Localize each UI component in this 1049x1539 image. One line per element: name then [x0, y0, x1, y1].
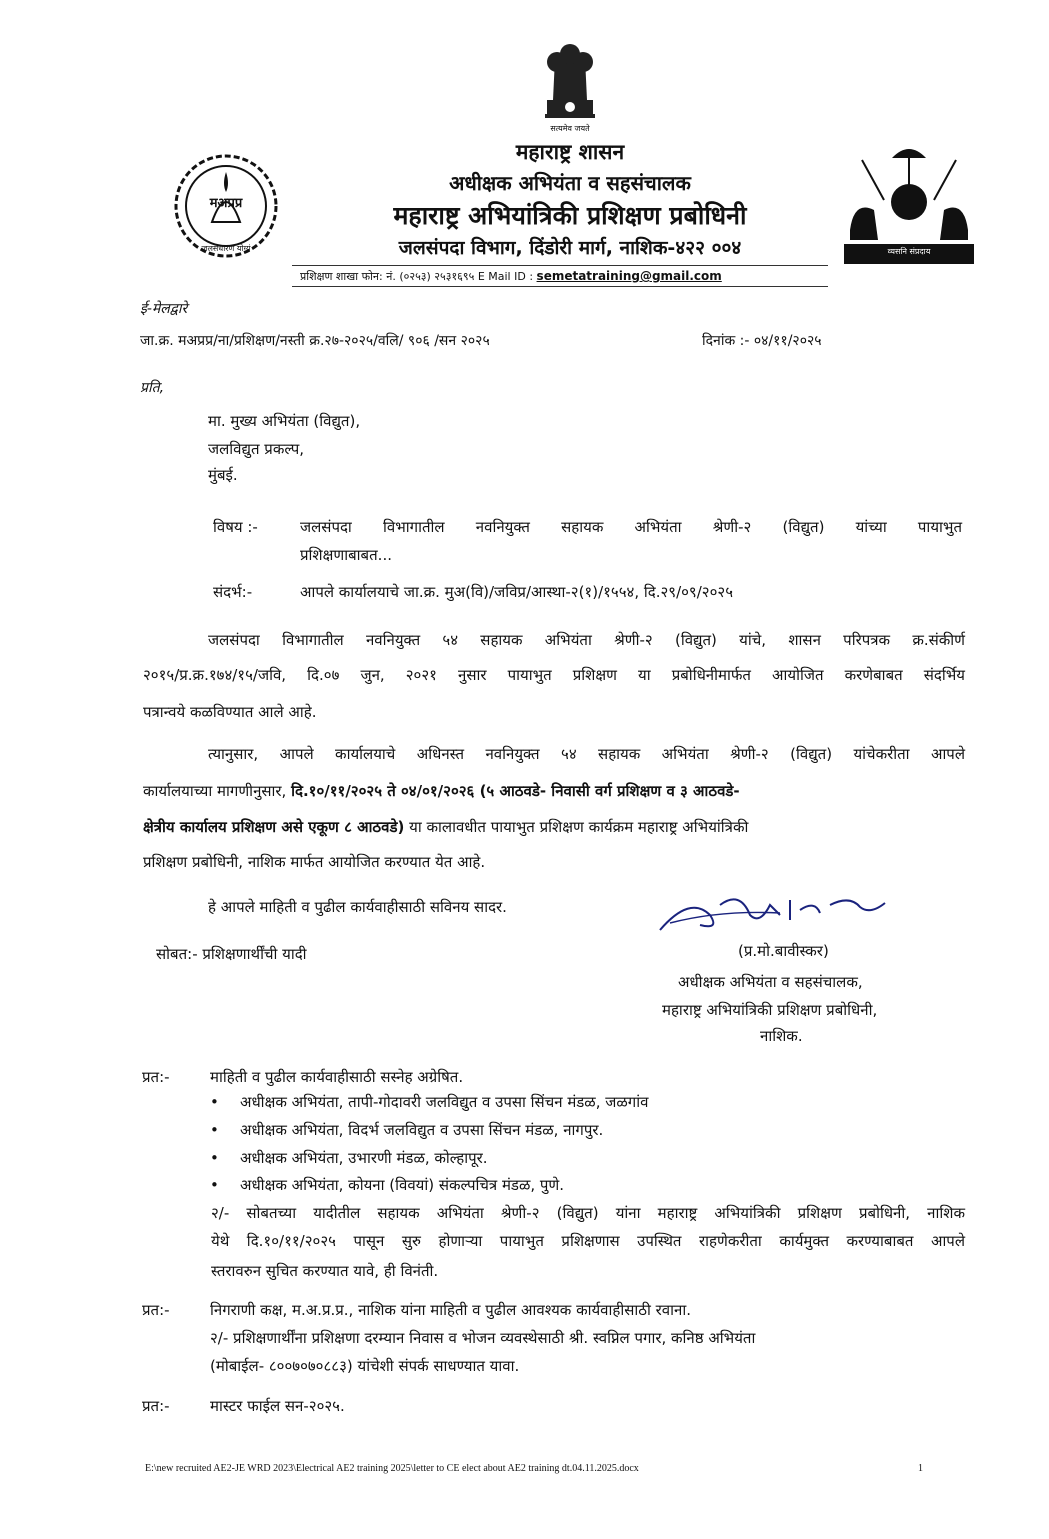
signatory-place: नाशिक. [760, 1027, 803, 1045]
para2-line2 [143, 782, 965, 800]
para2-line3-bold: क्षेत्रीय कार्यालय प्रशिक्षण असे एकूण ८ आठवडे) [143, 818, 405, 836]
recipient-label: प्रति, [140, 380, 165, 396]
copy1-item: • अधीक्षक अभियंता, तापी-गोदावरी जलविद्युत व उपसा सिंचन मंडळ, जळगांव [210, 1093, 649, 1111]
copy1-item-text: अधीक्षक अभियंता, तापी-गोदावरी जलविद्युत व उपसा सिंचन मंडळ, जळगांव [240, 1093, 649, 1111]
para2-line2-regular: कार्यालयाच्या मागणीनुसार, [143, 782, 292, 800]
contact-phone: प्रशिक्षण शाखा फोन: नं. (०२५३) २५३१६९५ E Mail ID : [300, 270, 534, 283]
para1-line3: पत्रान्वये कळविण्यात आले आहे. [143, 703, 317, 721]
letter-date: दिनांक :- ०४/११/२०२५ [702, 333, 822, 349]
header-address: जलसंपदा विभाग, दिंडोरी मार्ग, नाशिक-४२२ ००४ [398, 237, 742, 259]
copy1-item: • अधीक्षक अभियंता, विदर्भ जलविद्युत व उपसा सिंचन मंडळ, नागपुर. [210, 1121, 604, 1139]
contact-email: semetatraining@gmail.com [536, 269, 722, 283]
copy3-label: प्रत:- [142, 1397, 170, 1415]
recipient-line-3: मुंबई. [208, 466, 238, 484]
subject-line-1: जलसंपदा विभागातील नवनियुक्त सहायक अभियंता श्रेणी-२ (विद्युत) यांच्या पायाभुत [300, 518, 962, 536]
copy1-item-text: अधीक्षक अभियंता, विदर्भ जलविद्युत व उपसा सिंचन मंडळ, नागपुर. [240, 1121, 604, 1139]
para2-line3 [143, 818, 965, 836]
para2-line2-bold: दि.१०/११/२०२५ ते ०४/०१/२०२६ (५ आठवडे- निवासी वर्ग प्रशिक्षण व ३ आठवडे- [291, 782, 740, 800]
subject-label: विषय :- [213, 518, 258, 536]
footer-file-path: E:\new recruited AE2-JE WRD 2023\Electrical AE2 training 2025\letter to CE elect about AE2 training dt.04.11.2025.docx [145, 1463, 639, 1474]
email-mode-label: ई-मेलद्वारे [140, 301, 188, 317]
copy2-label: प्रत:- [142, 1301, 170, 1319]
copy3-text: मास्टर फाईल सन-२०२५. [210, 1397, 345, 1415]
para2-line4: प्रशिक्षण प्रबोधिनी, नाशिक मार्फत आयोजित करण्यात येत आहे. [143, 853, 486, 871]
para1-line1: जलसंपदा विभागातील नवनियुक्त ५४ सहायक अभियंता श्रेणी-२ (विद्युत) यांचे, शासन परिपत्रक क्र.संकीर्ण [208, 631, 965, 649]
copy1-item: • अधीक्षक अभियंता, उभारणी मंडळ, कोल्हापूर. [210, 1149, 488, 1167]
copy2-line2: २/- प्रशिक्षणार्थींना प्रशिक्षणा दरम्यान निवास व भोजन व्यवस्थेसाठी श्री. स्वप्निल पगार, कनिष्ठ अभियंता [210, 1329, 756, 1347]
signatory-designation-2: महाराष्ट्र अभियांत्रिकी प्रशिक्षण प्रबोधिनी, [662, 1001, 878, 1019]
para3: हे आपले माहिती व पुढील कार्यवाहीसाठी सविनय सादर. [208, 898, 507, 916]
copy1-note-line2: येथे दि.१०/११/२०२५ पासून सुरु होणाऱ्या पायाभुत प्रशिक्षणास उपस्थित राहणेकरीता कार्यमुक्त करण्याबाबत आपले [211, 1232, 965, 1250]
copy1-note-line1: २/- सोबतच्या यादीतील सहायक अभियंता श्रेणी-२ (विद्युत) यांना महाराष्ट्र अभियांत्रिकी प्रशिक्षण प्रबोधिनी, नाशिक [211, 1204, 965, 1222]
header-designation: अधीक्षक अभियंता व सहसंचालक [449, 171, 691, 195]
left-logo-subtext: जलसंधारण योग्यं [201, 244, 251, 253]
reference-label: संदर्भ:- [213, 583, 253, 601]
reference-text: आपले कार्यालयाचे जा.क्र. मुअ(वि)/जविप्र/आस्था-२(१)/१५५४, दि.२९/०९/२०२५ [300, 583, 733, 601]
copy1-item-text: अधीक्षक अभियंता, कोयना (विवयां) संकल्पचित्र मंडळ, पुणे. [240, 1176, 565, 1194]
subject-line-2: प्रशिक्षणाबाबत... [300, 546, 392, 564]
header-academy: महाराष्ट्र अभियांत्रिकी प्रशिक्षण प्रबोधिनी [393, 201, 747, 230]
enclosure-note: सोबत:- प्रशिक्षणार्थींची यादी [156, 945, 307, 963]
copy2-line3: (मोबाईल- ८००७०७०८८३) यांचेशी संपर्क साधण्यात यावा. [210, 1357, 520, 1375]
footer-page-number: 1 [918, 1463, 923, 1474]
signature-image [650, 885, 900, 945]
para1-line2: २०१५/प्र.क्र.१७४/१५/जवि, दि.०७ जुन, २०२१ नुसार पायाभुत प्रशिक्षण या प्रबोधिनीमार्फत आयोजित करणेबाबत संदर्भिय [143, 666, 965, 684]
header-govt: महाराष्ट्र शासन [515, 140, 625, 164]
signatory-name: (प्र.मो.बावीस्कर) [738, 942, 829, 960]
right-logo-text: व्यसनि संप्रदाय [887, 247, 931, 256]
para2-line3-regular: या कालावधीत पायाभुत प्रशिक्षण कार्यक्रम महाराष्ट्र अभियांत्रिकी [404, 818, 749, 836]
recipient-line-2: जलविद्युत प्रकल्प, [208, 440, 305, 458]
copy1-item-text: अधीक्षक अभियंता, उभारणी मंडळ, कोल्हापूर. [240, 1149, 488, 1167]
reference-number: जा.क्र. मअप्रप्र/ना/प्रशिक्षण/नस्ती क्र.२७-२०२५/वलि/ ९०६ /सन २०२५ [140, 333, 490, 349]
copy1-label: प्रत:- [142, 1068, 170, 1086]
recipient-line-1: मा. मुख्य अभियंता (विद्युत), [208, 412, 361, 430]
copy1-item: • अधीक्षक अभियंता, कोयना (विवयां) संकल्पचित्र मंडळ, पुणे. [210, 1176, 565, 1194]
para2-line1: त्यानुसार, आपले कार्यालयाचे अधिनस्त नवनियुक्त ५४ सहायक अभियंता श्रेणी-२ (विद्युत) यांचेकरीता आपले [208, 745, 965, 763]
copy1-intro: माहिती व पुढील कार्यवाहीसाठी सस्नेह अग्रेषित. [210, 1068, 464, 1086]
signatory-designation-1: अधीक्षक अभियंता व सहसंचालक, [678, 973, 863, 991]
copy1-note-line3: स्तरावरुन सुचित करण्यात यावे, ही विनंती. [211, 1262, 439, 1280]
emblem-motto: सत्यमेव जयते [550, 124, 590, 133]
left-logo-text: मअप्रप्र [209, 196, 243, 211]
header-contact [300, 269, 722, 283]
copy2-line1: निगराणी कक्ष, म.अ.प्र.प्र., नाशिक यांना माहिती व पुढील आवश्यक कार्यवाहीसाठी रवाना. [210, 1301, 691, 1319]
